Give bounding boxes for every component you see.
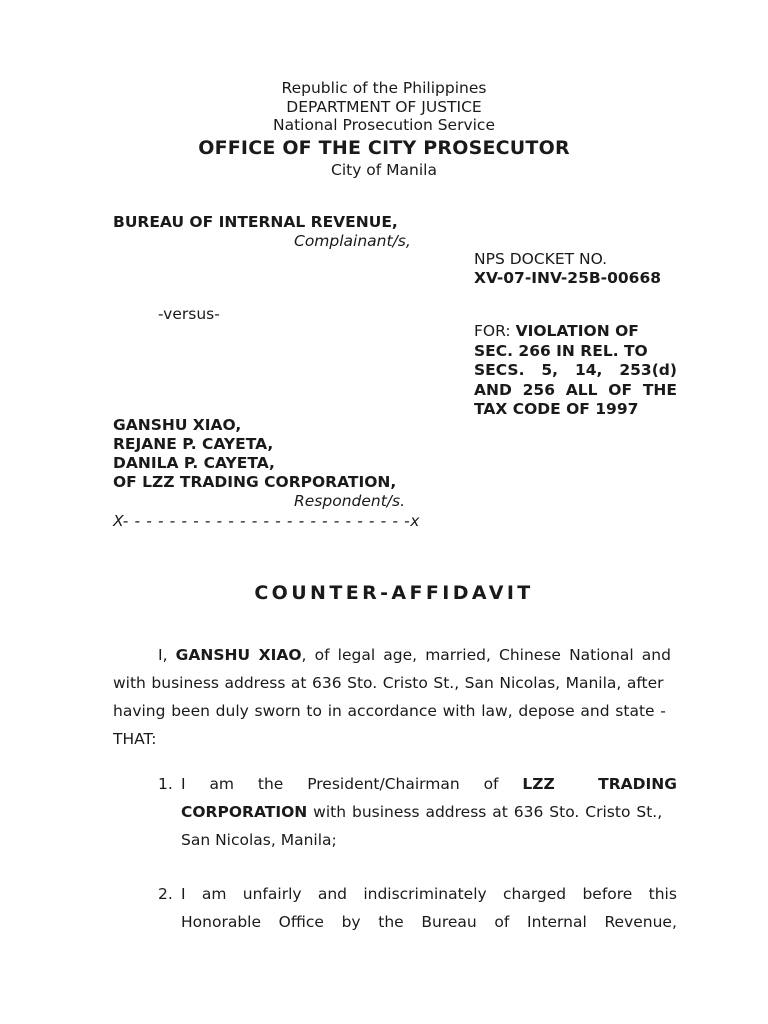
item-line: San Nicolas, Manila;: [181, 831, 337, 849]
city-line: City of Manila: [331, 160, 437, 179]
intro-line1: , of legal age, married, Chinese National and: [301, 646, 671, 664]
complainant-name: BUREAU OF INTERNAL REVENUE,: [113, 213, 398, 231]
republic-line: Republic of the Philippines: [281, 79, 487, 97]
numbered-item: [181, 770, 677, 854]
company-name: LZZ TRADING: [522, 775, 677, 793]
office-title: OFFICE OF THE CITY PROSECUTOR: [198, 136, 570, 159]
item-number: 1.: [158, 775, 173, 793]
respondent-name: DANILA P. CAYETA,: [113, 454, 275, 472]
item-line: I am the President/Chairman of LZZ TRADING: [181, 770, 677, 798]
docket-number: XV-07-INV-25B-00668: [474, 269, 662, 287]
document-title: COUNTER-AFFIDAVIT: [254, 582, 534, 604]
department-line: DEPARTMENT OF JUSTICE: [286, 97, 482, 116]
respondent-name: GANSHU XIAO,: [113, 416, 242, 434]
charge-block: [474, 322, 677, 420]
for-label: FOR:: [474, 322, 511, 340]
complainant-role: Complainant/s,: [294, 232, 411, 250]
respondent-name: REJANE P. CAYETA,: [113, 435, 274, 453]
respondent-role: Respondent/s.: [294, 492, 406, 510]
company-name-cont: CORPORATION: [181, 803, 308, 821]
numbered-item: [181, 880, 677, 936]
charge-line-justified: AND 256 ALL OF THE: [474, 380, 677, 399]
charge-line: SEC. 266 IN REL. TO: [474, 341, 648, 360]
intro-paragraph: [113, 641, 677, 753]
docket-label: NPS DOCKET NO.: [474, 250, 608, 268]
service-line: National Prosecution Service: [273, 116, 495, 134]
intro-opening: I,: [158, 646, 168, 664]
intro-line3: having been duly sworn to in accordance with law, depose and state -: [113, 702, 666, 720]
item-line: with business address at 636 Sto. Cristo St.,: [307, 803, 663, 821]
document-header: [0, 79, 768, 179]
caption-divider: X- - - - - - - - - - - - - - - - - - - - - - - - -x: [113, 512, 421, 530]
charge-line: TAX CODE OF 1997: [474, 400, 639, 418]
intro-line4: THAT:: [113, 730, 157, 748]
item-number: 2.: [158, 885, 173, 903]
item-line: I am unfairly and indiscriminately charged before this: [181, 885, 677, 903]
versus-label: -versus-: [158, 305, 220, 323]
charge-line: VIOLATION OF: [515, 322, 639, 340]
affiant-name: GANSHU XIAO: [175, 646, 302, 664]
item-line: Honorable Office by the Bureau of Internal Revenue,: [181, 913, 677, 931]
respondent-name: OF LZZ TRADING CORPORATION,: [113, 473, 397, 491]
intro-line2: with business address at 636 Sto. Cristo St., San Nicolas, Manila, after: [113, 674, 664, 692]
charge-line-justified: SECS. 5, 14, 253(d): [474, 361, 677, 379]
